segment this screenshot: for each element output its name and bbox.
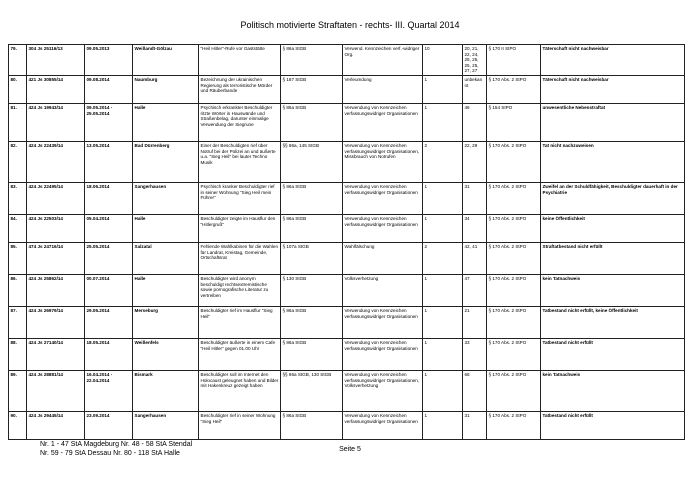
- count-col-cell: 2: [423, 242, 463, 274]
- case-number-cell: 424 Js 29445/14: [27, 411, 85, 439]
- date-cell: 18.06.2014: [85, 182, 133, 214]
- count-col-cell: 1: [423, 214, 463, 242]
- table-row: [9, 306, 685, 338]
- reason-cell: Täterschaft nicht nachweisbar: [541, 45, 685, 76]
- statute-cell: § 187 StGB: [281, 75, 343, 103]
- statute-cell: § 86a StGB: [281, 411, 343, 439]
- reason-cell: Tat nicht nachzuweisen: [541, 141, 685, 182]
- offense-cell: Verwend. Kennzeichen verf.-widriger Org.: [343, 45, 423, 76]
- disposition-cell: § 170 Abs. 2 StPO: [487, 338, 541, 370]
- offense-cell: Verwendung von Kennzeichen verfassungswidriger Organisationen: [343, 338, 423, 370]
- case-number-cell: 424 Js 25862/14: [27, 274, 85, 306]
- location-cell: Sangerhausen: [133, 182, 199, 214]
- table-row: [9, 182, 685, 214]
- location-cell: Halle: [133, 103, 199, 141]
- date-cell: 09.08.2014: [85, 75, 133, 103]
- reason-cell: Straftatbestand nicht erfüllt: [541, 242, 685, 274]
- row-number-cell: 83.: [9, 182, 27, 214]
- ref-col-cell: 34: [463, 214, 487, 242]
- disposition-cell: § 154 StPO: [487, 103, 541, 141]
- count-col-cell: 1: [423, 370, 463, 411]
- description-cell: Beschuldigter soll im Internet den Holocaust geleugnet haben und Bilder mit Hakenkreuz gezeigt haben: [199, 370, 281, 411]
- offense-cell: Verwendung von Kennzeichen verfassungswidriger Organisationen: [343, 103, 423, 141]
- ref-col-cell: 31: [463, 411, 487, 439]
- reason-cell: Tatbestand nicht erfüllt: [541, 411, 685, 439]
- table-row: [9, 411, 685, 439]
- case-number-cell: 304 Js 25116/13: [27, 45, 85, 76]
- disposition-cell: § 170 Abs. 2 StPO: [487, 214, 541, 242]
- count-col-cell: 1: [423, 182, 463, 214]
- row-number-cell: 81.: [9, 103, 27, 141]
- date-cell: 16.04.2014 - 22.04.2014: [85, 370, 133, 411]
- disposition-cell: § 170 Abs. 2 StPO: [487, 274, 541, 306]
- date-cell: 25.05.2014: [85, 242, 133, 274]
- ref-col-cell: 42, 41: [463, 242, 487, 274]
- statute-cell: § 86a StGB: [281, 182, 343, 214]
- ref-col-cell: unbekannt: [463, 75, 487, 103]
- row-number-cell: 84.: [9, 214, 27, 242]
- location-cell: Halle: [133, 214, 199, 242]
- count-col-cell: 1: [423, 75, 463, 103]
- disposition-cell: § 170 Abs. 2 StPO: [487, 75, 541, 103]
- offense-cell: Verleumdung: [343, 75, 423, 103]
- statute-cell: § 86a StGB: [281, 338, 343, 370]
- disposition-cell: § 170 Abs. 2 StPO: [487, 306, 541, 338]
- location-cell: Weißenfels: [133, 338, 199, 370]
- offense-cell: Verwendung von Kennzeichen verfassungswidriger Organisationen: [343, 411, 423, 439]
- case-number-cell: 474 Js 24716/14: [27, 242, 85, 274]
- table-row: [9, 103, 685, 141]
- date-cell: 09.05.2014 - 25.05.2014: [85, 103, 133, 141]
- case-number-cell: 424 Js 22495/14: [27, 182, 85, 214]
- disposition-cell: § 170 Abs. 2 StPO: [487, 141, 541, 182]
- ref-col-cell: 20, 21, 22, 24, 25, 25, 25, 25, 27, 27: [463, 45, 487, 76]
- description-cell: "Heil Hitler"-Rufe vor Gaststätte: [199, 45, 281, 76]
- case-number-cell: 424 Js 26979/14: [27, 306, 85, 338]
- description-cell: Beschuldigter wird anonym beschuldigt rechtsextremistische sowie pornografische Literatur zu vertreiben: [199, 274, 281, 306]
- case-number-cell: 424 Js 19943/14: [27, 103, 85, 141]
- reason-cell: Tatbestand nicht erfüllt: [541, 338, 685, 370]
- date-cell: 09.05.2013: [85, 45, 133, 76]
- ref-col-cell: 31: [463, 182, 487, 214]
- table-row: [9, 75, 685, 103]
- statute-cell: § 86a StGB: [281, 306, 343, 338]
- table-row: [9, 274, 685, 306]
- row-number-cell: 80.: [9, 75, 27, 103]
- row-number-cell: 86.: [9, 274, 27, 306]
- count-col-cell: 1: [423, 338, 463, 370]
- row-number-cell: 88.: [9, 338, 27, 370]
- description-cell: Fehlende Wahlkabinen für die Wahlen für Landrat, Kreistag, Gemeinde, Ortschaftsrat: [199, 242, 281, 274]
- reason-cell: keine Öffentlichkeit: [541, 214, 685, 242]
- ref-col-cell: 47: [463, 274, 487, 306]
- disposition-cell: § 170 Abs. 2 StPO: [487, 242, 541, 274]
- count-col-cell: 1: [423, 274, 463, 306]
- offense-cell: Verwendung von Kennzeichen verfassungswidriger Organisationen, Missbrauch von Notrufen: [343, 141, 423, 182]
- count-col-cell: 1: [423, 306, 463, 338]
- date-cell: 13.05.2014: [85, 141, 133, 182]
- description-cell: Psychisch erkrankter Beschuldigter ritzte Wörter in Hauswände und Straßenbelag, darunter einmalige Verwendung der Siegrune: [199, 103, 281, 141]
- row-number-cell: 79.: [9, 45, 27, 76]
- reason-cell: Tatbestand nicht erfüllt, keine Öffentlichkeit: [541, 306, 685, 338]
- statute-cell: § 130 StGB: [281, 274, 343, 306]
- statute-cell: § 86a StGB: [281, 103, 343, 141]
- count-col-cell: 10: [423, 45, 463, 76]
- description-cell: Bezeichnung der ukrainischen Regierung als terroristische Mörder und Räuberbande: [199, 75, 281, 103]
- disposition-cell: § 170 Abs. 2 StPO: [487, 411, 541, 439]
- offense-cell: Verwendung von Kennzeichen verfassungswidriger Organisationen, Volksverhetzung: [343, 370, 423, 411]
- offense-cell: Wahlfälschung: [343, 242, 423, 274]
- description-cell: Einer der Beschuldigten rief über Notruf bei der Polizei an und äußerte u.a. "Sieg Heil" bei lauter Techno Musik: [199, 141, 281, 182]
- page-title: Politisch motivierte Straftaten - rechts- III. Quartal 2014: [240, 20, 460, 30]
- description-cell: Psychisch kranker Beschuldigter rief in seiner Wohnung "Sieg Heil mein Führer": [199, 182, 281, 214]
- reason-cell: kein Tatnachweis: [541, 274, 685, 306]
- disposition-cell: § 170 Abs. 2 StPO: [487, 182, 541, 214]
- row-number-cell: 87.: [9, 306, 27, 338]
- ref-col-cell: 33: [463, 338, 487, 370]
- footer-line-1: Nr. 1 - 47 StA Magdeburg Nr. 48 - 58 StA Stendal: [40, 441, 193, 448]
- table-row: [9, 45, 685, 76]
- disposition-cell: § 170 Abs. 2 StPO: [487, 370, 541, 411]
- statute-cell: §§ 86a, 145 StGB: [281, 141, 343, 182]
- date-cell: 05.04.2014: [85, 214, 133, 242]
- location-cell: Bad Dürrenberg: [133, 141, 199, 182]
- case-table: [8, 44, 685, 440]
- reason-cell: unwesentliche Nebenstraftat: [541, 103, 685, 141]
- location-cell: Merseburg: [133, 306, 199, 338]
- ref-col-cell: 21: [463, 306, 487, 338]
- offense-cell: Verwendung von Kennzeichen verfassungswidriger Organisationen: [343, 182, 423, 214]
- count-col-cell: 1: [423, 103, 463, 141]
- date-cell: 18.05.2014: [85, 338, 133, 370]
- location-cell: Halle: [133, 274, 199, 306]
- date-cell: 00.07.2014: [85, 274, 133, 306]
- statute-cell: § 86a StGB: [281, 45, 343, 76]
- statute-cell: §§ 86a StGB, 130 StGB: [281, 370, 343, 411]
- table-row: [9, 370, 685, 411]
- date-cell: 29.05.2014: [85, 306, 133, 338]
- description-cell: Beschuldigter zeigte im Hausflur den "Hitlergruß": [199, 214, 281, 242]
- description-cell: Beschuldigter rief im Hausflur "Sieg Heil": [199, 306, 281, 338]
- ref-col-cell: 66: [463, 370, 487, 411]
- footer-line-2: Nr. 59 - 79 StA Dessau Nr. 80 - 118 StA Halle: [40, 450, 180, 457]
- table-row: [9, 141, 685, 182]
- location-cell: Salzatal: [133, 242, 199, 274]
- case-number-cell: 424 Js 28881/14: [27, 370, 85, 411]
- count-col-cell: 1: [423, 411, 463, 439]
- disposition-cell: § 170 II StPO: [487, 45, 541, 76]
- statute-cell: § 86a StGB: [281, 214, 343, 242]
- statute-cell: § 107a StGB: [281, 242, 343, 274]
- offense-cell: Volksverhetzung: [343, 274, 423, 306]
- page-number: Seite 5: [339, 446, 361, 453]
- location-cell: Sangerhausen: [133, 411, 199, 439]
- reason-cell: Täterschaft nicht nachweisbar: [541, 75, 685, 103]
- location-cell: Bismark: [133, 370, 199, 411]
- ref-col-cell: 46: [463, 103, 487, 141]
- reason-cell: kein Tatnachweis: [541, 370, 685, 411]
- location-cell: Weißandt-Gölzau: [133, 45, 199, 76]
- row-number-cell: 82.: [9, 141, 27, 182]
- offense-cell: Verwendung von Kennzeichen verfassungswidriger Organisationen: [343, 306, 423, 338]
- row-number-cell: 90.: [9, 411, 27, 439]
- ref-col-cell: 22, 29: [463, 141, 487, 182]
- description-cell: Beschuldigter äußerte in einem Cafe "Heil Hitler" gegen 01.00 Uhr: [199, 338, 281, 370]
- table-row: [9, 214, 685, 242]
- table-row: [9, 338, 685, 370]
- case-number-cell: 424 Js 22503/14: [27, 214, 85, 242]
- offense-cell: Verwendung von Kennzeichen verfassungswidriger Organisationen: [343, 214, 423, 242]
- description-cell: Beschuldigter rief in seiner Wohnung "Sieg Heil": [199, 411, 281, 439]
- table-row: [9, 242, 685, 274]
- date-cell: 23.09.2014: [85, 411, 133, 439]
- count-col-cell: 2: [423, 141, 463, 182]
- row-number-cell: 89.: [9, 370, 27, 411]
- case-number-cell: 424 Js 22439/14: [27, 141, 85, 182]
- location-cell: Naumburg: [133, 75, 199, 103]
- reason-cell: Zweifel an der Schuldfähigkeit, Beschuldigter dauerhaft in der Psychiatrie: [541, 182, 685, 214]
- table-body: [9, 45, 685, 440]
- row-number-cell: 85.: [9, 242, 27, 274]
- case-number-cell: 421 Js 30855/14: [27, 75, 85, 103]
- case-number-cell: 424 Js 27140/14: [27, 338, 85, 370]
